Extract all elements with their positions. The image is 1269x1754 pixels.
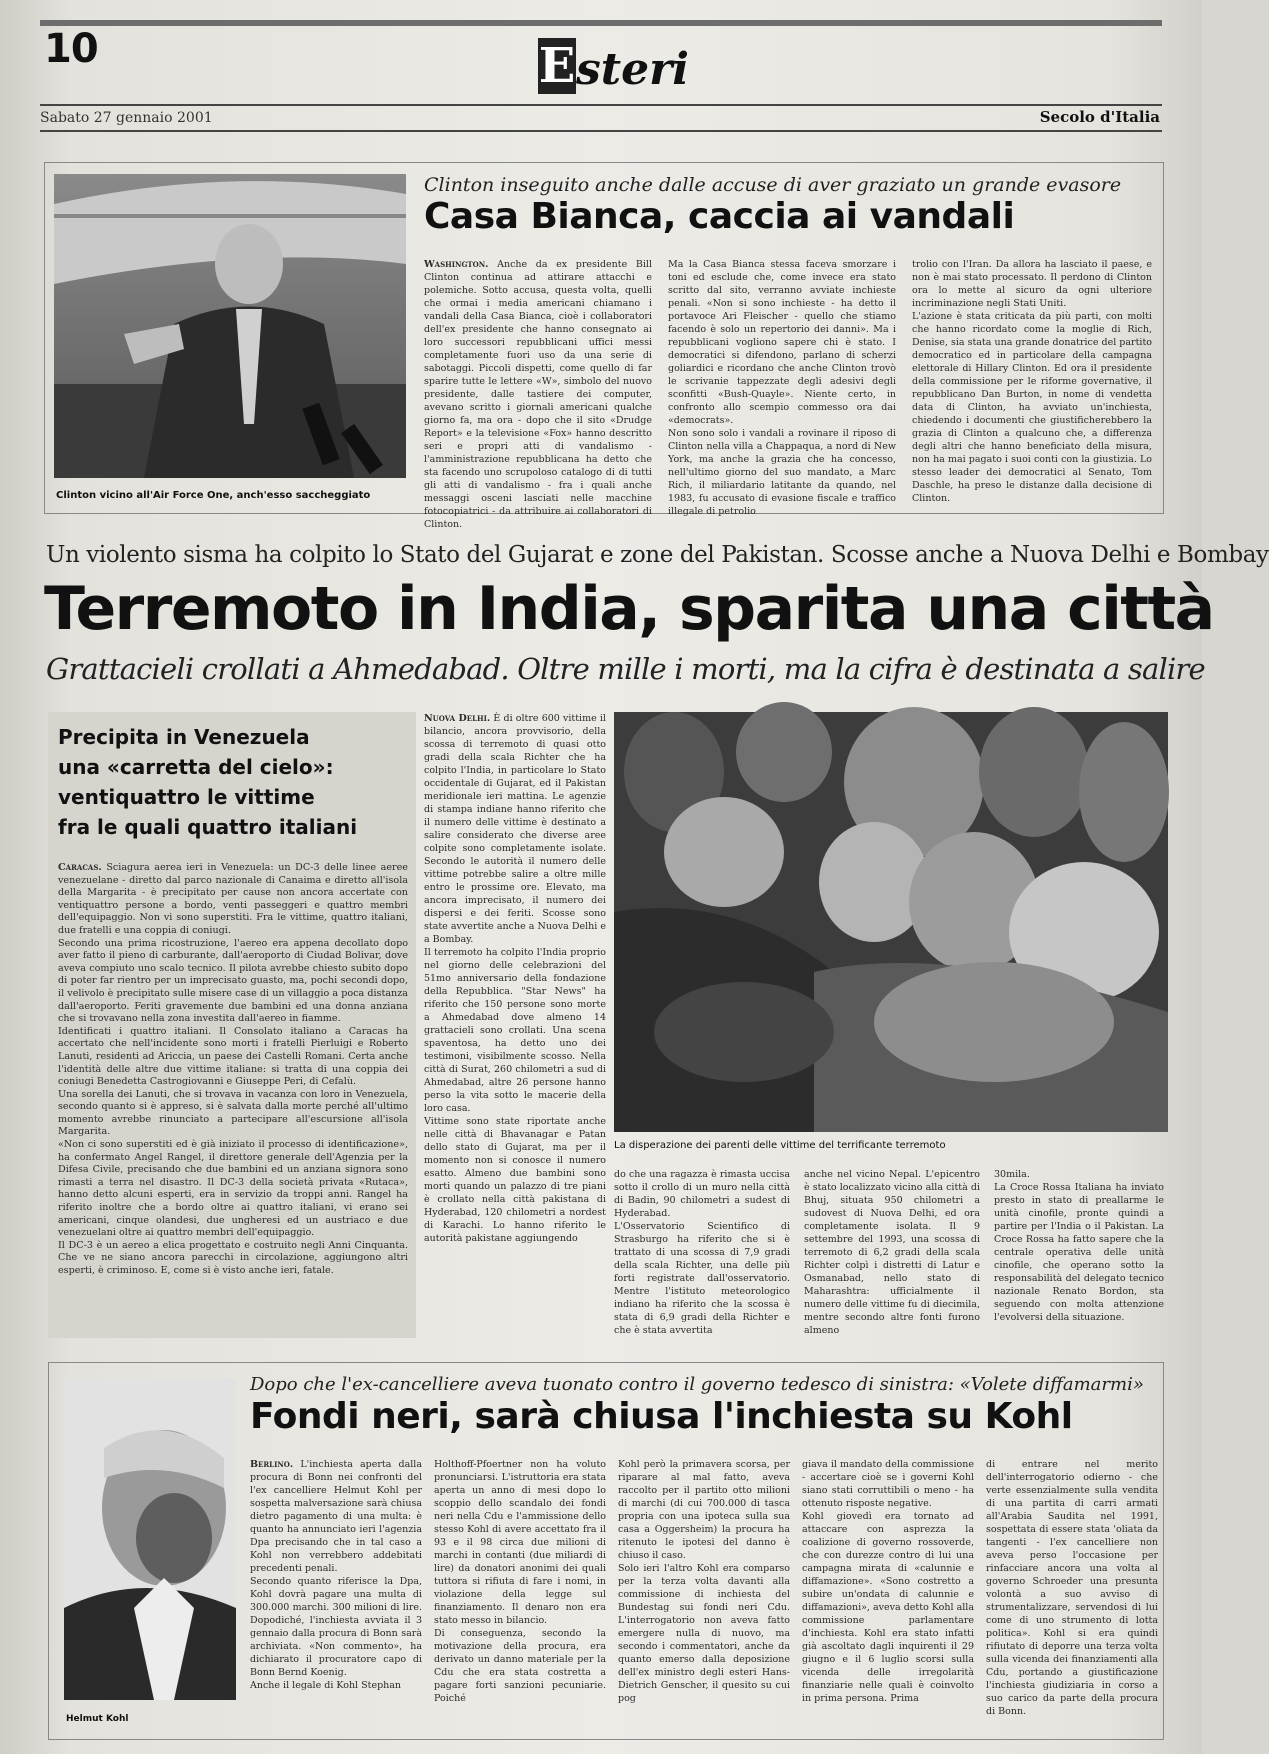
- kohl-column-5: di entrare nel merito dell'interrogatorio odierno - che verte essenzialmente sulla vendita di una partita di carri armati all'Arabia Saudita nel 1991, sospettata di essere stata 'oliata da tangenti - l'ex cancelliere non aveva perso l'occasione per rinfacciare ancora una volta al governo Schroeder una presunta volontà a suo avviso di strumentalizzare, servendosi di lui come di uno strumento di lotta politica». Kohl si era quindi rifiutato di deporre una terza volta sulla vicenda dei finanziamenti alla Cdu, portando a giustificazione l'inchiesta giudiziaria in corso a suo carico da parte della procura di Bonn.: [986, 1459, 1158, 1717]
- kohl-column-2: Holthoff-Pfoertner non ha voluto pronunciarsi. L'istruttoria era stata aperta un anno di mesi dopo lo scoppio dello scandalo dei fondi neri nella Cdu e l'ammissione dello stesso Kohl di avere accettato fra il 93 e il 98 circa due milioni di marchi in contanti (due miliardi di lire) da donatori anonimi dei quali tuttora si rifiuta di fare i nomi, in violazione della legge sul finanziamento. Il denaro non era stato messo in bilancio. Di conseguenza, secondo la motivazione della procura, era derivato un danno materiale per la Cdu che era stata costretta a pagare forti sanzioni pecuniarie. Poiché: [434, 1459, 606, 1704]
- venezuela-headline-line: una «carretta del cielo»:: [58, 755, 334, 779]
- kohl-photo: [64, 1378, 236, 1700]
- kohl-column-3: Kohl però la primavera scorsa, per riparare al mal fatto, aveva raccolto per il partito otto milioni di marchi (di cui 700.000 di tasca propria con una ipoteca sulla sua casa a Oggersheim) la procura ha ritenuto le ipotesi del danno è chiuso il caso. Solo ieri l'altro Kohl era comparso per la terza volta davanti alla commissione di inchiesta del Bundestag sui fondi neri Cdu. L'interrogatorio non aveva fatto emergere nulla di nuovo, ma secondo i commentatori, anche da quanto emerso dalla deposizione dell'ex ministro degli esteri Hans-Dietrich Genscher, il quesito su cui pog: [618, 1459, 790, 1704]
- india-photo-caption: La disperazione dei parenti delle vittime del terrificante terremoto: [614, 1140, 946, 1151]
- kohl-dateline: Berlino.: [250, 1459, 294, 1470]
- kohl-column-4: giava il mandato della commissione - accertare cioè se i governi Kohl siano stati corruttibili o meno - ha ottenuto risposte negative. Kohl giovedì era tornato ad attaccare con asprezza la coalizione di governo rossoverde, che con durezze contro di lui una campagna mirata di «calunnie e diffamazione». «Sono costretto a subire un'ondata di calunnie e diffamazioni», aveva detto Kohl alla commissione parlamentare d'inchiesta. Kohl era stato infatti già ascoltato dagli inquirenti il 29 giugno e il 6 luglio scorsi sulla vicenda delle irregolarità finanziarie nelle quali è coinvolto in prima persona. Prima: [802, 1459, 974, 1704]
- india-column-2: do che una ragazza è rimasta uccisa sotto il crollo di un muro nella città di Badin, 90 chilometri a sudest di Hyderabad. L'Osservatorio Scientifico di Strasburgo ha riferito che si è trattato di una scossa di 7,9 gradi della scala Richter, una delle più forti registrate dall'osservatorio. Mentre l'istituto meteorologico indiano ha riferito che la scossa è stata di 6,9 gradi della Richter e che è stata avvertita: [614, 1169, 790, 1336]
- india-kicker: Un violento sisma ha colpito lo Stato del Gujarat e zone del Pakistan. Scosse anche a Nuova Delhi e Bombay: [46, 542, 1269, 568]
- india-column-3: anche nel vicino Nepal. L'epicentro è stato localizzato vicino alla città di Bhuj, situata 950 chilometri a sudovest di Nuova Delhi, ed ora completamente isolata. Il 9 settembre del 1993, una scossa di terremoto di 6,2 gradi della scala Richter colpì i distretti di Latur e Osmanabad, nello stato di Maharashtra: ufficialmente il numero delle vittime fu di diecimila, mentre secondo altre fonti furono almeno: [804, 1169, 980, 1336]
- kohl-column-1: [250, 1458, 422, 1740]
- kohl-headline: Fondi neri, sarà chiusa l'inchiesta su Kohl: [250, 1396, 1073, 1437]
- venezuela-headline-line: ventiquattro le vittime: [58, 785, 315, 809]
- venezuela-text: Sciagura aerea ieri in Venezuela: un DC-3 delle linee aeree venezuelane - diretto dal parco nazionale di Canaima e diretto all'isola della Margarita - è precipitato per cause non ancora accertate con ventiquattro persone a bordo, venti passeggeri e quattro membri dell'equipaggio. Non vi sono superstiti. Fra le vittime, quattro italiani, due fratelli e una coppia di coniugi. Secondo una prima ricostruzione, l'aereo era appena decollato dopo aver fatto il pieno di carburante, dall'aeroporto di Ciudad Bolivar, dove aveva compiuto uno scalo tecnico. Il pilota avrebbe chiesto subito dopo di poter far rientro per un imprecisato guasto, ma, pochi secondi dopo, il velivolo è precipitato sulle misere case di un villaggio a poca distanza dall'aeroporto. Feriti gravemente due bambini ed una donna anziana che si trovavano nella zona investita dall'aereo in fiamme. Identificati i quattro italiani. Il Consolato italiano a Caracas ha accertato che nell'incidente sono morti i fratelli Pierluigi e Roberto Lanuti, residenti ad Ariccia, un paese dei Castelli Romani. Certa anche l'identità delle altre due vittime italiane: si tratta di una coppia dei coniugi Benedetta Castrogiovanni e Giuseppe Peri, di Cefalù. Una sorella dei Lanuti, che si trovava in vacanza con loro in Venezuela, secondo quanto si è appreso, si è salvata dalla morte perché all'ultimo momento avrebbe rinunciato a partecipare all'escursione all'isola Margarita. «Non ci sono superstiti ed è già iniziato il processo di identificazione», ha confermato Angel Rangel, il direttore generale dell'Agenzia per la Difesa Civile, precisando che due bambini ed un anziana signora sono rimasti a terra nel disastro. Il DC-3 della società privata «Rutaca», hanno detto alcuni esperti, era in servizio da troppi anni. Rangel ha riferito inoltre che a bordo oltre ai quattro italiani, vi erano sei americani, cinque olandesi, due ungheresi ed un austriaco e due venezuelani oltre ai quattro membri dell'equipaggio. Il DC-3 è un aereo a elica progettato e costruito negli Anni Cinquanta. Che ve ne siano ancora parecchi in circolazione, aggiungono altri esperti, è criminoso. E, come si è visto anche ieri, fatale.: [58, 862, 408, 1276]
- clinton-col1-text: Anche da ex presidente Bill Clinton continua ad attirare attacchi e polemiche. Sotto accusa, questa volta, quelli che ormai i media americani chiamano i vandali della Casa Bianca, cioè i collaboratori dell'ex presidente che hanno consegnato ai loro successori repubblicani uffici messi completamente fuori uso da una serie di sabotaggi. Piccoli dispetti, come quello di far sparire tutte le lettere «W», simbolo del nuovo presidente, dalle tastiere dei computer, avevano scritto i giornali americani qualche giorno fa, ma ora - dopo che il sito «Drudge Report» e la televisione «Fox» hanno descritto seri e propri atti di vandalismo - l'amministrazione repubblicana ha detto che sta facendo uno scrupoloso catalogo di di tutti gli atti di vandalismo - fra i quali anche messaggi osceni lasciati nelle macchine fotocopiatrici - da attribuire ai collaboratori di Clinton.: [424, 259, 652, 530]
- page-number: 10: [44, 26, 98, 72]
- section-name: steri: [576, 44, 689, 95]
- header-rule-bottom: [40, 130, 1162, 132]
- venezuela-headline-line: Precipita in Venezuela: [58, 725, 310, 749]
- india-headline: Terremoto in India, sparita una città: [44, 574, 1214, 644]
- clinton-kicker: Clinton inseguito anche dalle accuse di aver graziato un grande evasore: [424, 174, 1122, 196]
- venezuela-headline: [58, 722, 410, 842]
- venezuela-dateline: Caracas.: [58, 862, 102, 873]
- clinton-column-2: Ma la Casa Bianca stessa faceva smorzare i toni ed esclude che, come invece era stato scritto dal sito, verranno avviate inchieste penali. «Non si sono inchieste - ha detto il portavoce Ari Fleischer - quello che stiamo facendo è solo un repertorio dei danni». Ma i repubblicani vogliono sapere chi è stato. I democratici si difendono, parlano di scherzi goliardici e ricordano che anche Clinton trovò le scrivanie tappezzate degli adesivi degli sconfitti «Bush-Quayle». Niente certo, in confronto allo scempio commesso ora dai «democrats». Non sono solo i vandali a rovinare il riposo di Clinton nella villa a Chappaqua, a nord di New York, ma anche la grazia che ha concesso, nell'ultimo giorno del suo mandato, a Marc Rich, il miliardario latitante da quando, nel 1983, fu accusato di evasione fiscale e traffico illegale di petrolio: [668, 259, 896, 517]
- clinton-headline: Casa Bianca, caccia ai vandali: [424, 196, 1015, 237]
- india-subheadline: Grattacieli crollati a Ahmedabad. Oltre mille i morti, ma la cifra è destinata a salire: [46, 652, 1205, 686]
- india-photo-image: [614, 712, 1168, 1132]
- clinton-column-1: [424, 258, 652, 530]
- india-photo: [614, 712, 1168, 1132]
- clinton-photo: [54, 174, 406, 478]
- kohl-col1-text: L'inchiesta aperta dalla procura di Bonn nei confronti del l'ex cancelliere Helmut Kohl per sospetta malversazione sarà chiusa dietro pagamento di una multa: è quanto ha annunciato ieri l'agenzia Dpa precisando che in tal caso a Kohl non verrebbero addebitati precedenti penali. Secondo quanto riferisce la Dpa, Kohl dovrà pagare una multa di 300.000 marchi. 300 milioni di lire. Dopodiché, l'inchiesta avviata il 3 gennaio dalla procura di Bonn sarà archiviata. «Non commento», ha dichiarato il procuratore capo di Bonn Bernd Koenig. Anche il legale di Kohl Stephan: [250, 1459, 422, 1691]
- top-rule: [40, 20, 1162, 26]
- venezuela-headline-line: fra le quali quattro italiani: [58, 815, 358, 839]
- issue-date: Sabato 27 gennaio 2001: [40, 110, 213, 126]
- india-dateline: Nuova Delhi.: [424, 713, 491, 724]
- clinton-dateline: Washington.: [424, 259, 489, 270]
- clinton-photo-image: [54, 174, 406, 478]
- india-column-4: 30mila. La Croce Rossa Italiana ha inviato presto in stato di preallarme le unità cinofile, pronte quindi a partire per l'India o il Pakistan. La Croce Rossa ha fatto sapere che la centrale operativa delle unità cinofile, che operano sotto la responsabilità del delegato tecnico nazionale Renato Bordon, sta seguendo con molta attenzione l'evolversi della situazione.: [994, 1169, 1164, 1323]
- section-initial: E: [538, 38, 576, 94]
- kohl-kicker: Dopo che l'ex-cancelliere aveva tuonato contro il governo tedesco di sinistra: «Volete diffamarmi»: [250, 1374, 1144, 1395]
- india-column-1: [424, 712, 606, 1338]
- kohl-photo-caption: Helmut Kohl: [66, 1714, 129, 1724]
- india-col1-text: È di oltre 600 vittime il bilancio, ancora provvisorio, della scossa di terremoto di quasi otto gradi della scala Richter che ha colpito l'India, in particolare lo Stato occidentale di Gujarat, ed il Pakistan meridionale ieri mattina. Le agenzie di stampa indiane hanno riferito che il numero delle vittime è destinato a salire considerato che diverse aree colpite sono completamente isolate. Secondo le autorità il numero delle vittime potrebbe salire a oltre mille entro le prossime ore. Elevato, ma ancora imprecisato, il numero dei dispersi e dei feriti. Scosse sono state avvertite anche a Nuova Delhi e a Bombay. Il terremoto ha colpito l'India proprio nel giorno delle celebrazioni del 51mo anniversario della fondazione della Repubblica. "Star News" ha riferito che 150 persone sono morte a Ahmedabad dove almeno 14 grattacieli sono crollati. Una scena spaventosa, ha detto uno dei testimoni, visibilmente scosso. Nella città di Surat, 260 chilometri a sud di Ahmedabad, altre 26 persone hanno perso la vita sotto le macerie della loro casa. Vittime sono state riportate anche nelle città di Bhavanagar e Patan dello stato di Gujarat, ma per il momento non si conosce il numero esatto. Almeno due bambini sono morti quando un palazzo di tre piani è crollato nella città pakistana di Hyderabad, 120 chilometri a nordest di Karachi. Lo hanno riferito le autorità pakistane aggiungendo: [424, 713, 606, 1244]
- clinton-column-3: trolio con l'Iran. Da allora ha lasciato il paese, e non è mai stato processato. Il perdono di Clinton ora lo mette al sicuro da ogni ulteriore incriminazione negli Stati Uniti. L'azione è stata criticata da più parti, con molti che hanno ricordato come la moglie di Rich, Denise, sia stata una grande donatrice del partito democratico ed in particolare della campagna elettorale di Hillary Clinton. Ed ora il presidente della commissione per le riforme governative, il repubblicano Dan Burton, in nome di vendetta data di Clinton, ha avviato un'inchiesta, chiedendo i documenti che giustificherebbero la grazia di Clinton a qualcuno che, a differenza degli altri che hanno beneficiato della misura, non ha mai pagato i suoi conti con la giustizia. Lo stesso leader dei democratici al Senato, Tom Daschle, ha preso le distanze dalla decisione di Clinton.: [912, 259, 1152, 504]
- clinton-photo-caption: Clinton vicino all'Air Force One, anch'esso saccheggiato: [56, 490, 371, 501]
- kohl-photo-image: [64, 1378, 236, 1700]
- header-rule: [40, 104, 1162, 106]
- venezuela-body: [58, 862, 408, 1332]
- newspaper-name: Secolo d'Italia: [1039, 108, 1160, 126]
